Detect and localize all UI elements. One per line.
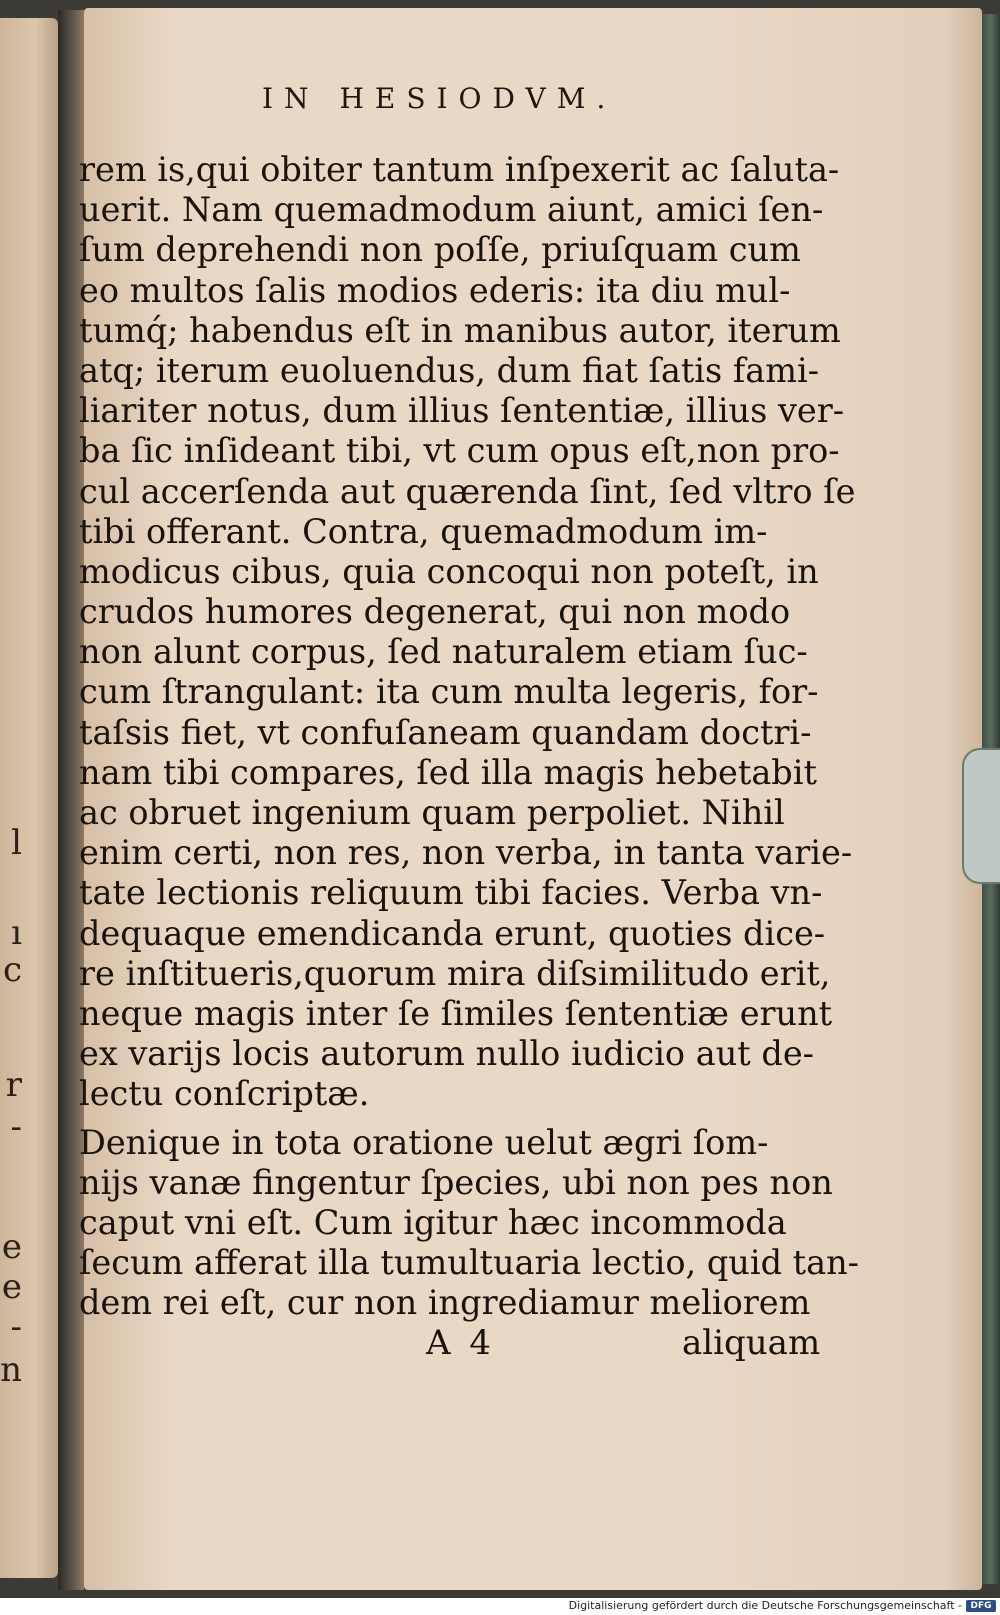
text-line: ac obruet ingenium quam perpoliet. Nihil [79, 793, 785, 832]
prev-page-fragment: r [5, 1065, 22, 1105]
text-line: ſecum afferat illa tumultuaria lectio, quid tan- [79, 1243, 859, 1283]
text-line: caput vni eſt. Cum igitur hæc incommoda [79, 1202, 787, 1242]
dfg-logo: DFG [966, 1600, 996, 1612]
previous-page-edge [0, 18, 58, 1578]
footer-bar [0, 1598, 1000, 1615]
text-line: enim certi, non res, non verba, in tanta varie- [79, 833, 853, 873]
text-line: tibi offerant. Contra, quemadmodum im- [79, 511, 768, 551]
paragraph-2 [79, 1122, 859, 1324]
text-line: ba ſic inſideant tibi, vt cum opus eſt,non pro- [79, 431, 840, 471]
signature-mark: A 4 [426, 1323, 495, 1363]
footer-credit: Digitalisierung gefördert durch die Deutsche Forschungsgemeinschaft - [568, 1599, 962, 1612]
text-line: ſum deprehendi non poſſe, priuſquam cum [79, 230, 801, 270]
text-line: re inſtitueris,quorum mira diſsimilitudo erit, [79, 953, 831, 993]
text-line: taſsis fiet, vt confuſaneam quandam doctri- [79, 712, 812, 752]
text-line: tumq́; habendus eſt in manibus autor, iterum [79, 310, 841, 350]
text-line: crudos humores degenerat, qui non modo [79, 592, 791, 632]
text-line: cul accerſenda aut quærenda ſint, ſed vltro ſe [79, 471, 856, 511]
text-line: rem is,qui obiter tantum inſpexerit ac ſaluta- [79, 150, 840, 189]
prev-page-fragment: e [1, 1267, 22, 1307]
text-line: non alunt corpus, ſed naturalem etiam ſuc- [79, 632, 808, 672]
prev-page-fragment: l [11, 823, 22, 863]
text-line: eo multos ſalis modios ederis: ita diu mul- [79, 270, 791, 310]
text-line: Denique in tota oratione uelut ægri ſom- [79, 1122, 769, 1162]
prev-page-fragment: ı [11, 913, 22, 953]
text-line: modicus cibus, quia concoqui non poteſt, in [79, 551, 819, 591]
prev-page-fragment: n [0, 1350, 22, 1390]
prev-page-fragment: c [2, 950, 22, 990]
prev-page-fragment: e [1, 1227, 22, 1267]
text-line: nijs vanæ fingentur ſpecies, ubi non pes non [79, 1162, 833, 1202]
text-line: neque magis inter ſe ſimiles ſententiæ erunt [79, 993, 833, 1033]
prev-page-fragment: - [10, 1307, 22, 1347]
text-line: dem rei eſt, cur non ingrediamur meliorem [79, 1283, 811, 1323]
text-line: cum ſtrangulant: ita cum multa legeris, for- [79, 672, 819, 712]
text-line: nam tibi compares, ſed illa magis hebetabit [79, 752, 817, 792]
catchword: aliquam [682, 1323, 821, 1363]
text-line: uerit. Nam quemadmodum aiunt, amici ſen- [79, 190, 824, 230]
prev-page-fragment: - [10, 1107, 22, 1147]
paragraph-1 [79, 150, 856, 1115]
text-line: lectu conſcriptæ. [79, 1074, 370, 1114]
text-line: ex varijs locis autorum nullo iudicio aut de- [79, 1034, 814, 1074]
text-line: tate lectionis reliquum tibi facies. Verba vn- [79, 873, 823, 913]
text-line: dequaque emendicanda erunt, quoties dice- [79, 913, 826, 953]
page-clip [962, 748, 1000, 884]
running-head: IN HESIODVM. [262, 82, 617, 115]
body-text [79, 150, 859, 1323]
text-line: atq; iterum euoluendus, dum fiat ſatis fami- [79, 350, 820, 390]
text-line: liariter notus, dum illius ſententiæ, illius ver- [79, 391, 845, 431]
